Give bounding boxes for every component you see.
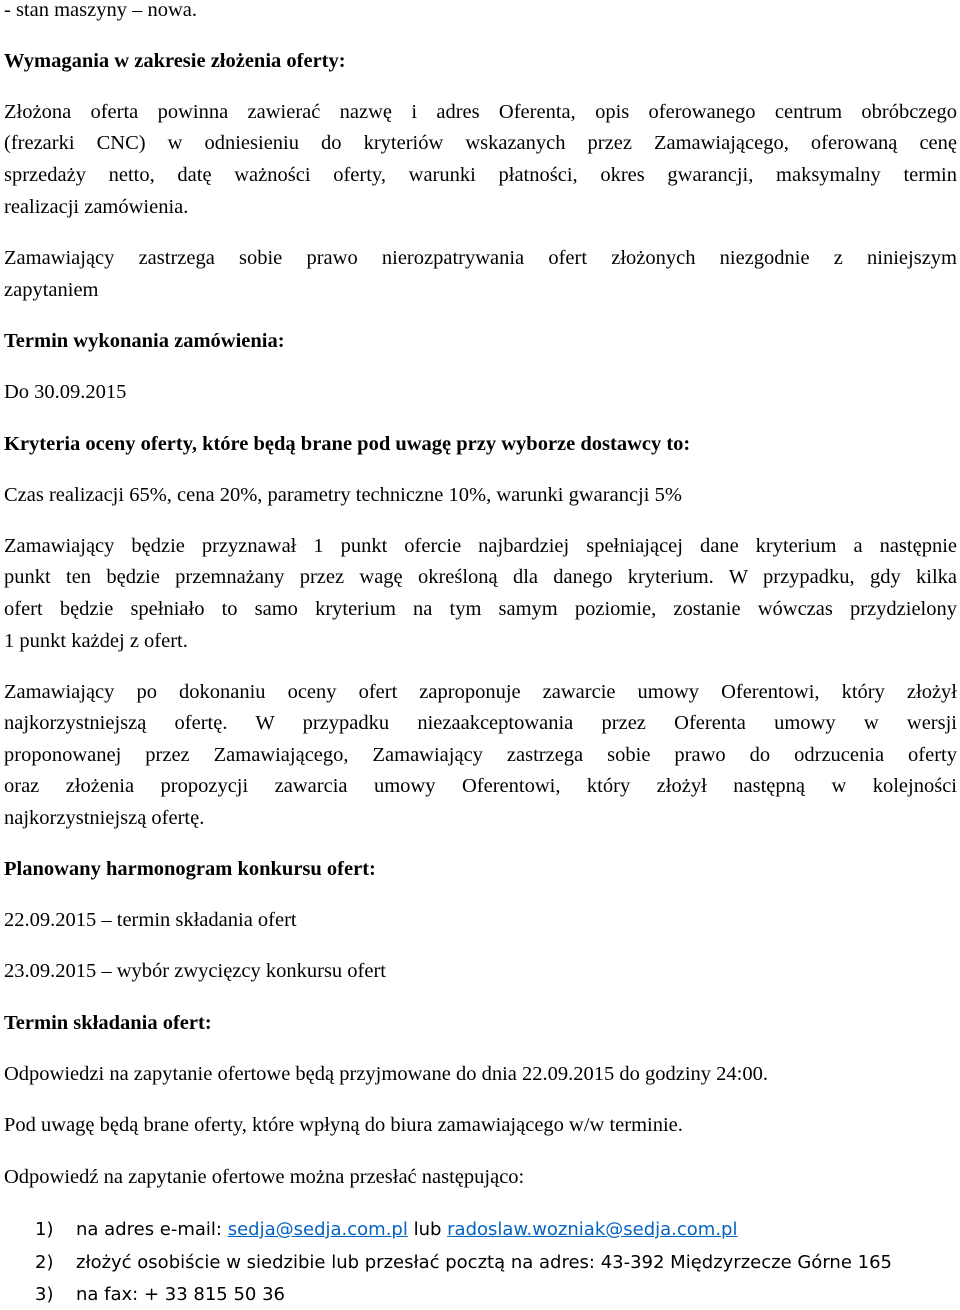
email-link-radoslaw[interactable]: radoslaw.wozniak@sedja.com.pl bbox=[447, 1219, 738, 1240]
email-prefix: na adres e-mail: bbox=[76, 1219, 228, 1240]
scoring-line: 1 punkt każdej z ofert. bbox=[4, 630, 188, 652]
scoring-line: Zamawiający będzie przyznawał 1 punkt ofercie najbardziej spełniającej dane kryterium a następnie bbox=[4, 535, 957, 557]
contract-line: najkorzystniejszą ofertę. bbox=[4, 807, 205, 829]
email-joiner: lub bbox=[407, 1219, 448, 1240]
offer-requirements-line: realizacji zamówienia. bbox=[4, 196, 189, 218]
intro-line: - stan maszyny – nowa. bbox=[4, 0, 197, 21]
list-text bbox=[76, 1219, 737, 1240]
submission-note: Pod uwagę będą brane oferty, które wpłyną do biura zamawiającego w/w terminie. bbox=[4, 1114, 683, 1136]
offer-requirements-line: (frezarki CNC) w odniesieniu do kryteriów wskazanych przez Zamawiającego, oferowaną cenę bbox=[4, 132, 957, 154]
criteria-weights: Czas realizacji 65%, cena 20%, parametry techniczne 10%, warunki gwarancji 5% bbox=[4, 484, 682, 506]
scoring-line: punkt ten będzie przemnażany przez wagę określoną dla danego kryterium. W przypadku, gdy kilka bbox=[4, 566, 957, 588]
list-number: 1) bbox=[35, 1219, 54, 1240]
submission-heading: Termin składania ofert: bbox=[4, 1012, 212, 1034]
completion-deadline-value: Do 30.09.2015 bbox=[4, 381, 127, 403]
contract-line: proponowanej przez Zamawiającego, Zamawiający zastrzega sobie prawo do odrzucenia oferty bbox=[4, 744, 957, 766]
list-text: złożyć osobiście w siedzibie lub przesłać pocztą na adres: 43-392 Międzyrzecze Górne 165 bbox=[76, 1252, 892, 1273]
completion-deadline-heading: Termin wykonania zamówienia: bbox=[4, 330, 285, 352]
contract-line: oraz złożenia propozycji zawarcia umowy Oferentowi, który złożył następną w kolejności bbox=[4, 775, 957, 797]
reservation-line: zapytaniem bbox=[4, 279, 99, 301]
criteria-heading: Kryteria oceny oferty, które będą brane pod uwagę przy wyborze dostawcy to: bbox=[4, 433, 691, 455]
email-link-sedja[interactable]: sedja@sedja.com.pl bbox=[227, 1219, 408, 1240]
schedule-item: 23.09.2015 – wybór zwycięzcy konkursu ofert bbox=[4, 960, 387, 982]
list-number: 3) bbox=[35, 1284, 54, 1305]
list-text: na fax: + 33 815 50 36 bbox=[76, 1284, 286, 1305]
methods-intro: Odpowiedź na zapytanie ofertowe można przesłać następująco: bbox=[4, 1166, 525, 1188]
submission-deadline-text: Odpowiedzi na zapytanie ofertowe będą przyjmowane do dnia 22.09.2015 do godziny 24:00. bbox=[4, 1063, 768, 1085]
schedule-item: 22.09.2015 – termin składania ofert bbox=[4, 909, 297, 931]
list-number: 2) bbox=[35, 1252, 54, 1273]
offer-requirements-line: Złożona oferta powinna zawierać nazwę i adres Oferenta, opis oferowanego centrum obróbczego bbox=[4, 101, 957, 123]
contract-line: Zamawiający po dokonaniu oceny ofert zaproponuje zawarcie umowy Oferentowi, który złożył bbox=[4, 681, 957, 703]
contract-line: najkorzystniejszą ofertę. W przypadku niezaakceptowania przez Oferenta umowy w wersji bbox=[4, 712, 957, 734]
offer-requirements-line: sprzedaży netto, datę ważności oferty, warunki płatności, okres gwarancji, maksymalny termin bbox=[4, 164, 957, 186]
offer-requirements-heading: Wymagania w zakresie złożenia oferty: bbox=[4, 50, 346, 72]
reservation-line: Zamawiający zastrzega sobie prawo nierozpatrywania ofert złożonych niezgodnie z niniejszym bbox=[4, 247, 957, 269]
schedule-heading: Planowany harmonogram konkursu ofert: bbox=[4, 858, 376, 880]
scoring-line: ofert będzie spełniało to samo kryterium na tym samym poziomie, zostanie wówczas przydzielony bbox=[4, 598, 957, 620]
